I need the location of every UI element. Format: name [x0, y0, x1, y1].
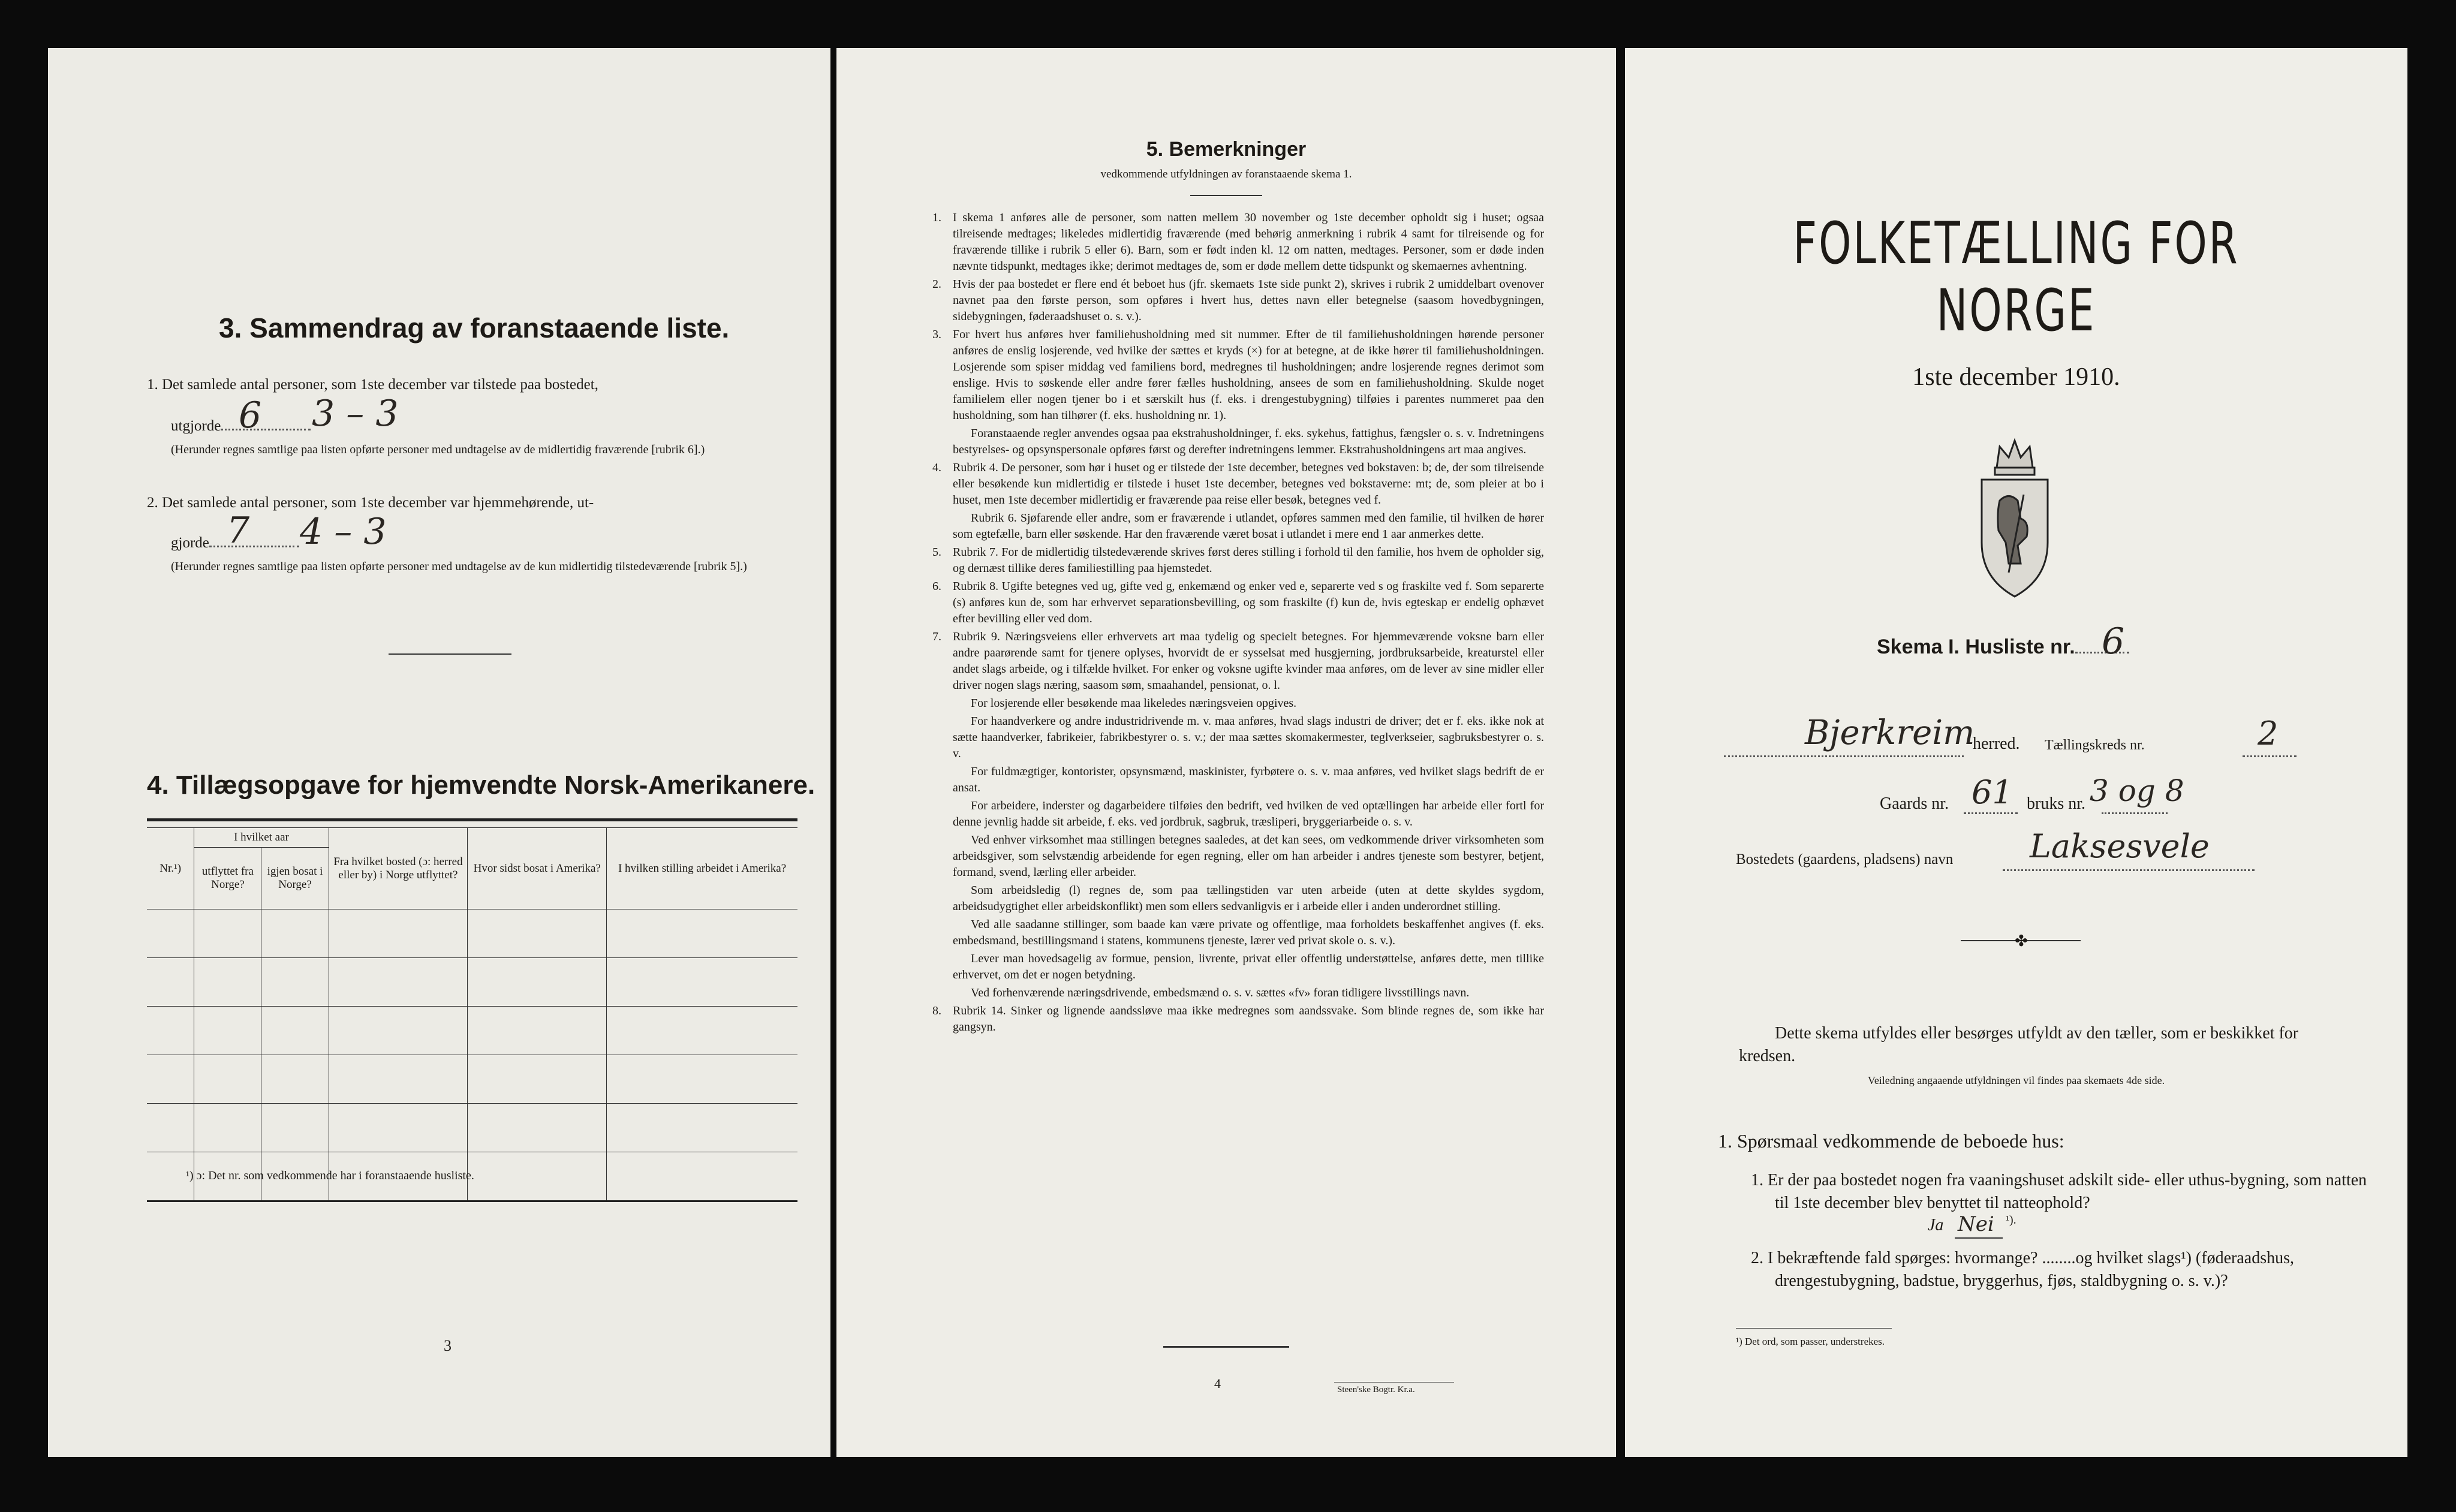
- col-returned: igjen bosat i Norge?: [261, 848, 329, 909]
- table-footnote: ¹) ɔ: Det nr. som vedkommende har i foranstaaende husliste.: [186, 1169, 474, 1182]
- question-2: 2. I bekræftende fald spørges: hvormange? ........og hvilket slags¹) (føderaadshus, drengestubygning, badstue, bryggerhus, fjøs, staldbygning o. s. v.)?: [1751, 1249, 2294, 1290]
- table-row: [147, 1055, 797, 1104]
- remark-text: Som arbeidsledig (l) regnes de, som paa tællingstiden var uten arbeide (uten at dette skyldes sygdom, arbeidsudygtighet eller arbeidskonflikt) men som ellers sedvanligvis er i arbeide eller i anden underordnet stilling.: [953, 884, 1544, 913]
- item2-gjorde: gjorde: [171, 528, 299, 552]
- bosted-label: Bostedets (gaardens, pladsens) navn: [1736, 851, 1954, 868]
- remark-item: [932, 985, 1544, 1001]
- section-3-title: 3. Sammendrag av foranstaaende liste.: [219, 312, 730, 344]
- census-title: FOLKETÆLLING FOR NORGE: [1793, 210, 2240, 344]
- remark-item: [932, 210, 1544, 275]
- item2-note: (Herunder regnes samtlige paa listen opførte personer med undtagelse av de kun midlertidig tilstedeværende [rubrik 5].): [171, 560, 747, 573]
- section-4-title: 4. Tillægsopgave for hjemvendte Norsk-Amerikanere.: [147, 770, 815, 800]
- census-date: 1ste december 1910.: [1912, 363, 2120, 391]
- instruction-2: Veiledning angaaende utfyldningen vil findes paa skemaets 4de side.: [1867, 1074, 2165, 1086]
- remark-text: Ved forhenværende næringsdrivende, embedsmænd o. s. v. sættes «fv» foran tidligere livsstillings navn.: [971, 986, 1470, 999]
- remark-text: Hvis der paa bostedet er flere end ét beboet hus (jfr. skemaets 1ste side punkt 2), skrives i rubrik 2 umiddelbart ovenover navnet paa den første person, som opføres i hvert hus, dettes navn eller betegnelse (saasom hovedbygningen, sidebygningen, føderaadshuset o. s. v.).: [953, 278, 1544, 323]
- col-last-lived: Hvor sidst bosat i Amerika?: [468, 828, 607, 909]
- remarks-list: [932, 210, 1544, 1037]
- remark-item: [932, 882, 1544, 915]
- remark-text: For haandverkere og andre industridrivende m. v. maa anføres, hvad slags industri de driver; det er f. eks. ikke nok at sætte haandverker, fabrikeier, fabrikbestyrer o. s. v.; der maa sættes skomakermester, teglverkseier, sagbruksbestyrer o. s. v.: [953, 715, 1544, 760]
- remark-item: [932, 951, 1544, 983]
- remark-number: 1.: [932, 211, 941, 224]
- remarks-title: 5. Bemerkninger: [1146, 138, 1307, 161]
- herred-handwritten: Bjerkreim: [1805, 713, 1975, 752]
- coat-of-arms-icon: [1964, 435, 2066, 603]
- remark-item: [932, 327, 1544, 424]
- item1-count-handwritten: 6: [239, 394, 262, 436]
- remark-number: 6.: [932, 580, 941, 593]
- remark-number: 3.: [932, 328, 941, 341]
- remark-item: [932, 695, 1544, 712]
- bosted-handwritten: Laksesvele: [2030, 827, 2210, 865]
- col-position: I hvilken stilling arbeidet i Amerika?: [607, 828, 797, 909]
- summary-item-1: 1. Det samlede antal personer, som 1ste december var tilstede paa bostedet,: [147, 377, 598, 393]
- bruks-label: bruks nr.: [2027, 794, 2085, 813]
- remark-text: Rubrik 14. Sinker og lignende aandssløve maa ikke medregnes som aandssvake. Som blinde regnes de, som ikke har gangsyn.: [953, 1004, 1544, 1034]
- remark-number: 4.: [932, 461, 941, 474]
- table-row: [147, 909, 797, 958]
- remark-text: For arbeidere, inderster og dagarbeidere tilføies den bedrift, ved hvilken de ved optællingen har arbeide eller fortl for denne jevnlig hadde sit arbeide, f. eks. ved jordbruk, sagbruk, træsliperi, bryggeriarbeide o. s. v.: [953, 799, 1544, 829]
- remark-item: [932, 832, 1544, 881]
- schema-line: Skema I. Husliste nr.: [1877, 635, 2129, 659]
- remark-number: 7.: [932, 630, 941, 643]
- remark-item: [932, 276, 1544, 325]
- remark-item: [932, 579, 1544, 627]
- question-1: 1. Er der paa bostedet nogen fra vaaningshuset adskilt side- eller uthus-bygning, som natten til 1ste december blev benyttet til natteophold?: [1751, 1171, 2367, 1212]
- printer-mark: Steen'ske Bogtr. Kr.a.: [1337, 1385, 1415, 1394]
- instruction-1: Dette skema utfyldes eller besørges utfyldt av den tæller, som er beskikket for kredsen.: [1739, 1024, 2299, 1065]
- page-number: 3: [444, 1337, 452, 1354]
- norsk-amerikaner-table: [147, 827, 797, 1202]
- remark-text: Rubrik 4. De personer, som hør i huset og er tilstede der 1ste december, betegnes ved bokstaven: b; de, der som tilreisende eller besøkende kun midlertidig er tilstede i huset 1ste december, betegnes ved bokstaverne: mt; de, som pleier at bo i huset, men 1ste december midlertidig er fraværende paa reise eller besøk, betegnes ved f.: [953, 461, 1544, 507]
- remark-item: [932, 917, 1544, 949]
- item2-split-handwritten: 4 – 3: [300, 511, 387, 553]
- page1-footnote: ¹) Det ord, som passer, understrekes.: [1736, 1336, 1885, 1347]
- remarks-subtitle: vedkommende utfyldningen av foranstaaende skema 1.: [1100, 168, 1352, 180]
- col-year-group: I hvilket aar: [194, 828, 329, 848]
- page-1: [1625, 48, 2407, 1457]
- divider: [1736, 1328, 1892, 1329]
- remark-text: Rubrik 6. Sjøfarende eller andre, som er fraværende i utlandet, opføres sammen med den familie, til hvilken de hører som egtefælle, barn eller søskende. Har den fraværende været bosat i utlandet i mere end 1 aar anmerkes dette.: [953, 511, 1544, 541]
- item2-count-handwritten: 7: [227, 510, 250, 552]
- remark-item: [932, 426, 1544, 458]
- kreds-label: Tællingskreds nr.: [2045, 737, 2145, 753]
- item1-utgjorde: utgjorde: [171, 411, 311, 435]
- remark-item: [932, 510, 1544, 543]
- table-top-rule: [147, 818, 797, 821]
- remark-item: [932, 629, 1544, 694]
- husliste-number-handwritten: 6: [2102, 621, 2125, 662]
- remark-text: Ved alle saadanne stillinger, som baade kan være private og offentlige, maa forholdets beskaffenhet angives (f. eks. embedsmand, bestillingsmand i statens, kommunens tjeneste, lærer ved privat skole o. s. v.).: [953, 918, 1544, 947]
- remark-number: 8.: [932, 1004, 941, 1017]
- remark-text: Rubrik 8. Ugifte betegnes ved ug, gifte ved g, enkemænd og enker ved e, separerte ved s og fraskilte ved f. Som separerte (s) anføres kun de, som har erhvervet separationsbevilling, og som fraskilte (f) kun de, hvis egteskap er endelig ophævet efter bevilling eller ved dom.: [953, 580, 1544, 625]
- remark-item: [932, 713, 1544, 762]
- page-number: 4: [1214, 1376, 1221, 1391]
- bruks-handwritten: 3 og 8: [2090, 773, 2184, 808]
- remark-text: Rubrik 9. Næringsveiens eller erhvervets art maa tydelig og specielt betegnes. For hjemmeværende voksne barn eller andre paarørende samt for tjenere oplyses, hvorvidt de er sysselsat med husgjerning, jordbruksarbeide, kreaturstel eller andet slags arbeide, og i tilfælde hvilket. For enker og voksne ugifte kvinder maa anføres, om de lever av sine midler eller driver nogen slags næring, saasom søm, smaahandel, pensionat, o. l.: [953, 630, 1544, 692]
- remark-text: For hvert hus anføres hver familiehusholdning med sit nummer. Efter de til familiehusholdningen hørende personer anføres de enslig losjerende, ved hvilke der sættes et kryds (×) for at betegne, at de ikke hører til familiehusholdningen. Losjerende som spiser middag ved familiens bord, medregnes til husholdningen; andre losjerende regnes derimot som enslige. Hvis to søskende eller andre fører fælles husholdning, ansees de som en familiehusholdning. Skulde noget familielem eller nogen tjener bo i et særskilt hus (f. eks. i drengestubygning) tilføies i parentes nummeret paa den husholdning, som han tilhører (f. eks. husholdning nr. 1).: [953, 328, 1544, 422]
- remark-text: For fuldmægtiger, kontorister, opsynsmænd, maskinister, fyrbøtere o. s. v. maa anføres, ved hvilket slags bedrift de er ansat.: [953, 765, 1544, 794]
- page-4: [836, 48, 1616, 1457]
- remark-item: [932, 798, 1544, 830]
- item1-note: (Herunder regnes samtlige paa listen opførte personer med undtagelse av de midlertidig fraværende [rubrik 6].): [171, 443, 705, 456]
- divider: [389, 653, 511, 655]
- remark-item: [932, 544, 1544, 577]
- remark-text: For losjerende eller besøkende maa likeledes næringsveien opgives.: [971, 697, 1297, 710]
- col-emigrated: utflyttet fra Norge?: [194, 848, 261, 909]
- col-from-place: Fra hvilket bosted (ɔ: herred eller by) i Norge utflyttet?: [329, 828, 468, 909]
- gaards-handwritten: 61: [1972, 773, 2013, 811]
- remark-item: [932, 1003, 1544, 1035]
- table-row: [147, 958, 797, 1007]
- gaards-label: Gaards nr.: [1880, 794, 1949, 813]
- ornament-icon: ✤: [2015, 932, 2028, 950]
- divider: [1190, 195, 1262, 196]
- remark-text: I skema 1 anføres alle de personer, som natten mellem 30 november og 1ste december opholdt sig i huset; ogsaa tilreisende medtages; likeledes midlertidig fraværende (med behørig anmerkning i rubrik 4 samt for tilreisende og for fraværende tillike i rubrik 5 eller 6). Barn, som er født inden kl. 12 om natten, medtages. Personer, som er døde inden nævnte tidspunkt, medtages ikke; derimot medtages de, som er døde mellem dette tidspunkt og skemaernes avhentning.: [953, 211, 1544, 273]
- page-3: [48, 48, 830, 1457]
- remark-text: Lever man hovedsagelig av formue, pension, livrente, privat eller offentlig understøttelse, anføres dette, men tillike erhvervet, om det er nogen betydning.: [953, 952, 1544, 981]
- table-row: [147, 1007, 797, 1055]
- remark-text: Ved enhver virksomhet maa stillingen betegnes saaledes, at det kan sees, om vedkommende driver virksomheten som arbeidsgiver, som selvstændig arbeidende for egen regning, eller om han arbeider i andres tjeneste som bestyrer, betjent, formand, svend, lærling eller arbeider.: [953, 833, 1544, 879]
- col-nr: Nr.¹): [147, 828, 194, 909]
- summary-item-2: 2. Det samlede antal personer, som 1ste december var hjemmehørende, ut-: [147, 495, 594, 511]
- remark-number: 5.: [932, 546, 941, 559]
- remark-text: Rubrik 7. For de midlertidig tilstedeværende skrives først deres stilling i forhold til den familie, hos hvem de opholder sig, og dernæst tillike deres familiestilling paa hjemstedet.: [953, 546, 1544, 575]
- remark-item: [932, 460, 1544, 508]
- divider: [1163, 1346, 1289, 1348]
- remark-item: [932, 764, 1544, 796]
- remark-number: 2.: [932, 278, 941, 291]
- herred-label: herred.: [1973, 734, 2020, 753]
- kreds-handwritten: 2: [2258, 715, 2279, 752]
- table-row: [147, 1104, 797, 1152]
- remark-text: Foranstaaende regler anvendes ogsaa paa ekstrahusholdninger, f. eks. sykehus, fattighus, fængsler o. s. v. Indretningens bestyrelses- og opsynspersonale opføres først og derefter indretningens lemmer. Ekstrahusholdningens art maa angives.: [953, 427, 1544, 456]
- question-title: 1. Spørsmaal vedkommende de beboede hus:: [1718, 1130, 2064, 1152]
- divider: [1334, 1382, 1454, 1383]
- answer-ja-nei: Ja Nei ¹).: [1775, 1217, 1955, 1241]
- item1-split-handwritten: 3 – 3: [312, 393, 399, 435]
